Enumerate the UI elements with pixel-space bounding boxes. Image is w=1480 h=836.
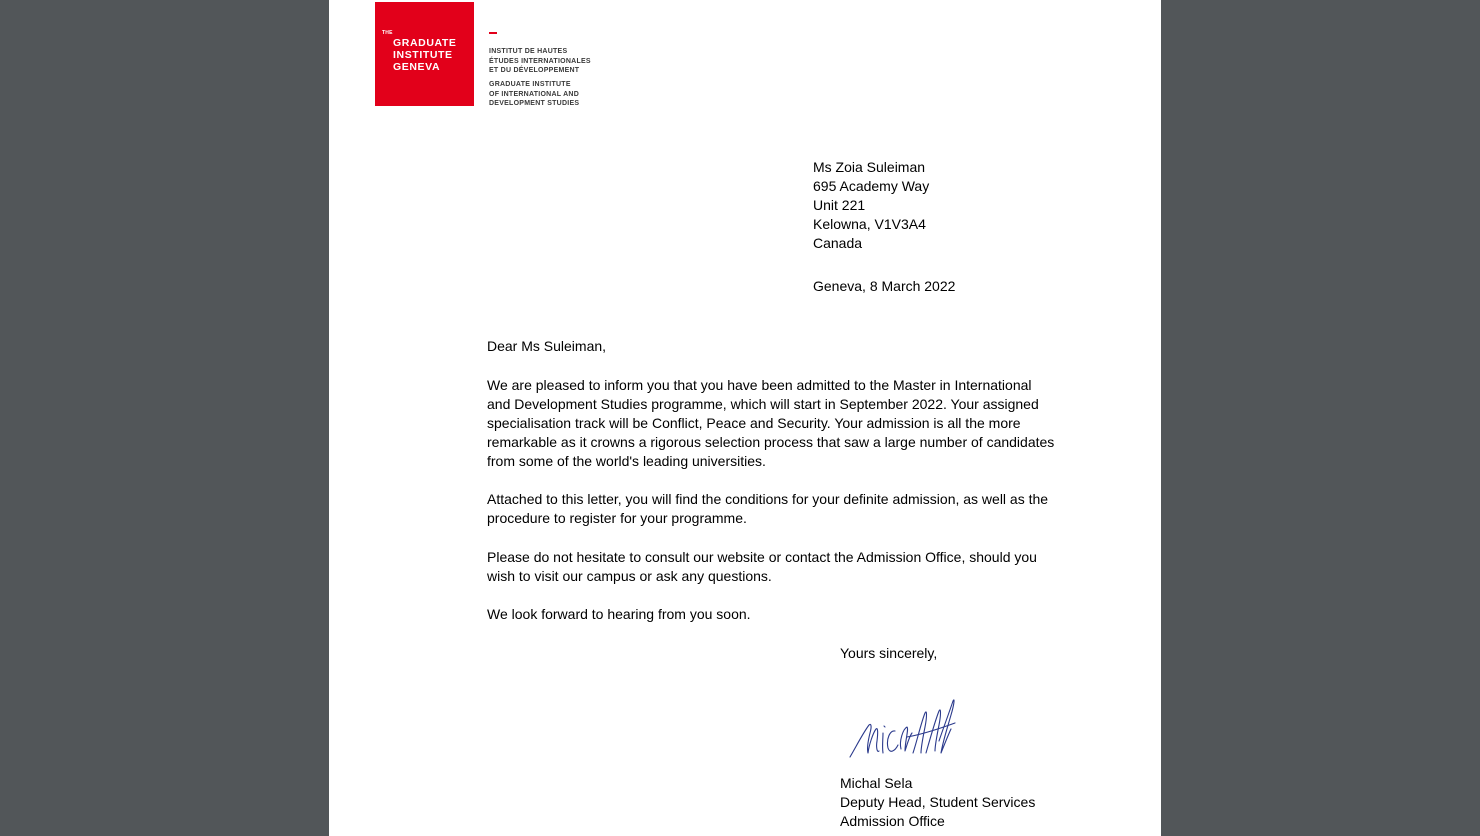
recipient-address [813, 158, 929, 253]
paragraph-line: specialisation track will be Conflict, Peace and Security. Your admission is all the more [487, 415, 1021, 431]
paragraph-line: wish to visit our campus or ask any questions. [487, 568, 772, 584]
recipient-street: 695 Academy Way [813, 178, 930, 194]
recipient-unit: Unit 221 [813, 197, 866, 213]
institution-french-line: INSTITUT DE HAUTES [489, 48, 568, 55]
body-paragraph-conditions [487, 490, 1059, 528]
recipient-name: Ms Zoia Suleiman [813, 159, 926, 175]
salutation: Dear Ms Suleiman, [487, 338, 607, 354]
signer-title: Deputy Head, Student Services [840, 794, 1036, 810]
paragraph-line: and Development Studies programme, which will start in September 2022. Your assigned [487, 396, 1039, 412]
letter-date: Geneva, 8 March 2022 [813, 278, 956, 294]
logo-the: THE [382, 30, 393, 36]
institution-name-french [489, 47, 591, 76]
signer-block [840, 774, 1035, 831]
paragraph-line: Please do not hesitate to consult our website or contact the Admission Office, should you [487, 549, 1037, 565]
body-paragraph-contact [487, 548, 1059, 586]
paragraph-line: We are pleased to inform you that you have been admitted to the Master in International [487, 377, 1032, 393]
institution-french-line: ET DU DÉVELOPPEMENT [489, 67, 580, 74]
signer-office: Admission Office [840, 813, 945, 829]
institution-name-english [489, 80, 579, 109]
paragraph-line: remarkable as it crowns a rigorous selection process that saw a large number of candidates [487, 434, 1055, 450]
institution-english-line: DEVELOPMENT STUDIES [489, 100, 580, 107]
letter-page [329, 0, 1161, 836]
paragraph-line: procedure to register for your programme. [487, 510, 747, 526]
institution-french-line: ÉTUDES INTERNATIONALES [489, 57, 591, 65]
logo-line-graduate: GRADUATE [393, 37, 457, 49]
paragraph-line: Attached to this letter, you will find the conditions for your definite admission, as well as the [487, 491, 1049, 507]
paragraph-line: from some of the world's leading universities. [487, 453, 766, 469]
institute-logo [375, 2, 474, 106]
logo-line-institute: INSTITUTE [393, 49, 453, 61]
recipient-city: Kelowna, V1V3A4 [813, 216, 926, 232]
complimentary-close: Yours sincerely, [840, 645, 938, 661]
recipient-country: Canada [813, 235, 863, 251]
handwritten-signature [847, 693, 957, 763]
paragraph-line: We look forward to hearing from you soon. [487, 606, 751, 622]
signer-name: Michal Sela [840, 775, 913, 791]
institution-english-line: OF INTERNATIONAL AND [489, 90, 580, 98]
institution-english-line: GRADUATE INSTITUTE [489, 81, 571, 88]
body-paragraph-closing [487, 605, 1059, 624]
institution-dash [489, 32, 497, 34]
body-paragraph-admission [487, 376, 1059, 471]
logo-line-geneva: GENEVA [393, 61, 441, 73]
